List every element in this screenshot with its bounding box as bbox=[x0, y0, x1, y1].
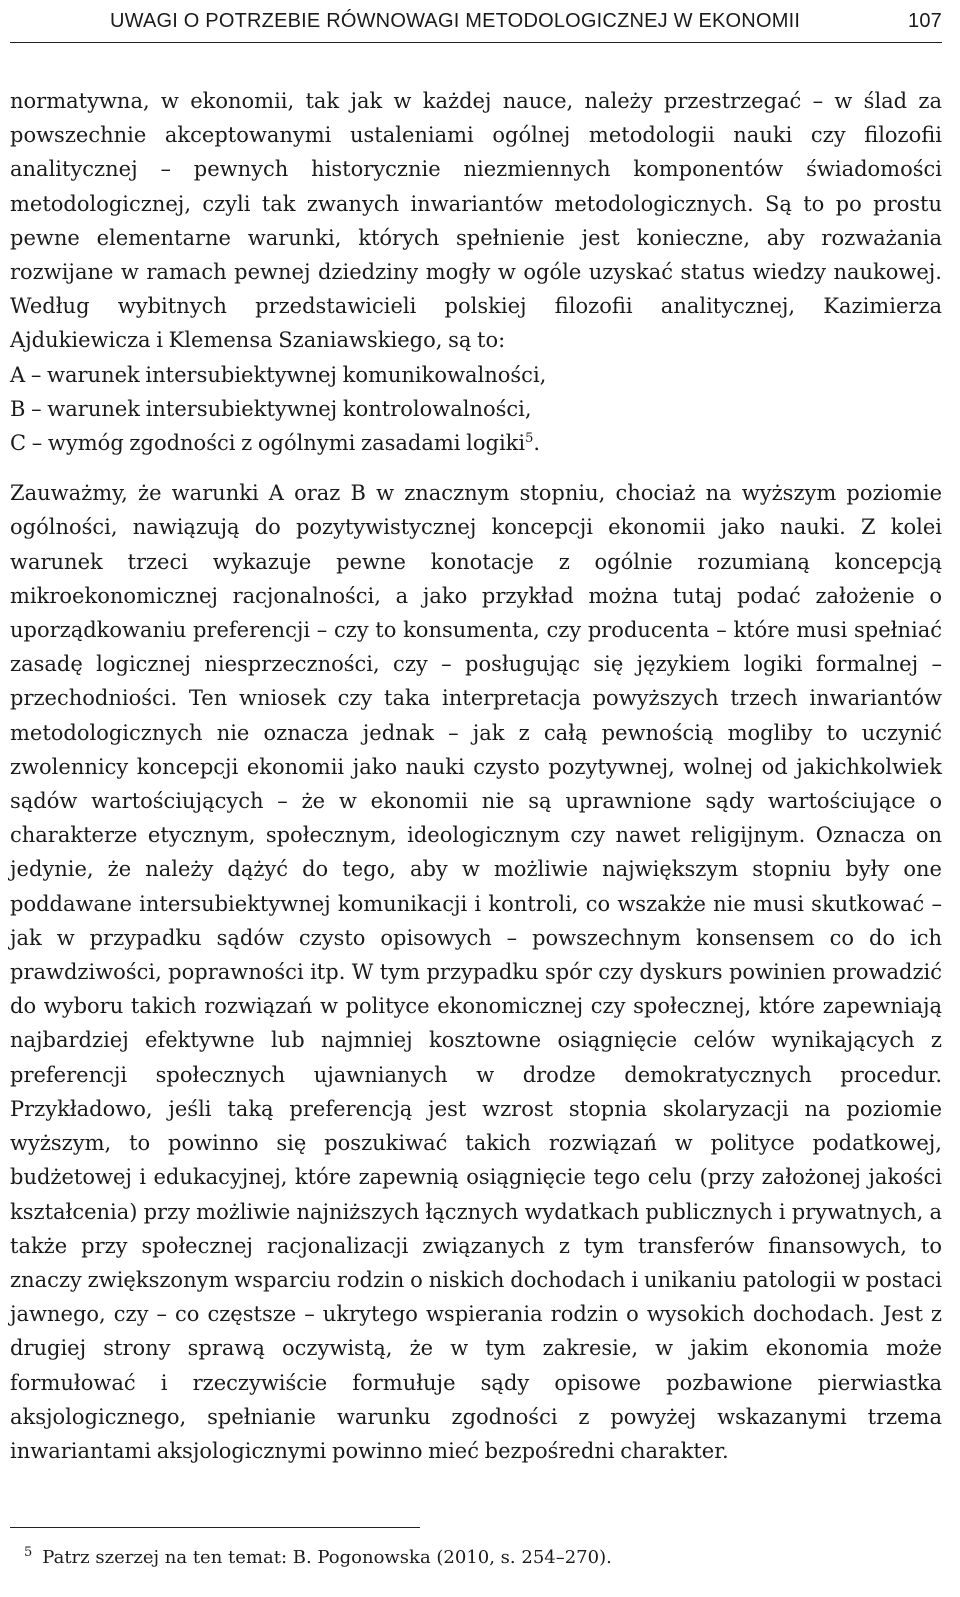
footnote-marker: 5 bbox=[24, 1545, 33, 1560]
paragraph-2: Zauważmy, że warunki A oraz B w znacznym stopniu, chociaż na wyższym poziomie ogólności, nawiązują do pozytywistycznej koncepcji ekonomii jako nauki. Z kolei warunek trzeci wykazuje pewne konotacje z ogólnie rozumianą koncepcją mikroekonomicznej racjonalności, a jako przykład można tutaj podać założenie o uporządkowaniu preferencji – czy to konsumenta, czy producenta – które musi spełniać zasadę logicznej niesprzeczności, czy – posługując się językiem logiki formalnej – przechodniości. Ten wniosek czy taka interpretacja powyższych trzech inwariantów metodologicznych nie oznacza jednak – jak z całą pewnością mogliby to uczynić zwolennicy koncepcji ekonomii jako nauki czysto pozytywnej, wolnej od jakichkolwiek sądów wartościujących – że w ekonomii nie są uprawnione sądy wartościujące o charakterze etycznym, społecznym, ideologicznym czy nawet religijnym. Oznacza on jedynie, że należy dążyć do tego, aby w możliwie największym stopniu były one poddawane intersubiektywnej komunikacji i kontroli, co wszakże nie musi skutkować – jak w przypadku sądów czysto opisowych – powszechnym konsensem co do ich prawdziwości, poprawności itp. W tym przypadku spór czy dyskurs powinien prowadzić do wyboru takich rozwiązań w polityce ekonomicznej czy społecznej, które zapewniają najbardziej efektywne lub najmniej kosztowne osiągnięcie celów wynikających z preferencji społecznych ujawnianych w drodze demokratycznych procedur. Przykładowo, jeśli taką preferencją jest wzrost stopnia skolaryzacji na poziomie wyższym, to powinno się poszukiwać takich rozwiązań w polityce podatkowej, budżetowej i edukacyjnej, które zapewnią osiągnięcie tego celu (przy założonej jakości kształcenia) przy możliwie najniższych łącznych wydatkach publicznych i prywatnych, a także przy społecznej racjonalizacji związanych z tym transferów finansowych, to znaczy zwiększonym wsparciu rodzin o niskich dochodach i unikaniu patologii w postaci jawnego, czy – co częstsze – ukrytego wspierania rodzin o wysokich dochodach. Jest z drugiej strony sprawą oczywistą, że w tym zakresie, w jakim ekonomia może formułować i rzeczywiście formułuje sądy opisowe pozbawione pierwiastka aksjologicznego, spełnianie warunku zgodności z powyżej wskazanymi trzema inwariantami aksjologicznymi powinno mieć bezpośredni charakter. bbox=[10, 481, 942, 1463]
running-header-title: UWAGI O POTRZEBIE RÓWNOWAGI METODOLOGICZNEJ W EKONOMII bbox=[110, 9, 801, 32]
invariants-list bbox=[10, 358, 942, 461]
running-header bbox=[10, 0, 942, 43]
list-item-c-text: C – wymóg zgodności z ogólnymi zasadami logiki bbox=[10, 431, 526, 456]
list-item-b: B – warunek intersubiektywnej kontrolowalności, bbox=[10, 396, 532, 421]
footnote-text: Patrz szerzej na ten temat: B. Pogonowska (2010, s. 254–270). bbox=[42, 1547, 612, 1568]
paragraph-1: normatywna, w ekonomii, tak jak w każdej nauce, należy przestrzegać – w ślad za powszechnie akceptowanymi ustaleniami ogólnej metodologii nauki czy filozofii analitycznej – pewnych historycznie niezmiennych komponentów świadomości metodologicznej, czyli tak zwanych inwariantów metodologicznych. Są to po prostu pewne elementarne warunki, których spełnienie jest konieczne, aby rozważania rozwijane w ramach pewnej dziedziny mogły w ogóle uzyskać status wiedzy naukowej. Według wybitnych przedstawicieli polskiej filozofii analitycznej, Kazimierza Ajdukiewicza i Klemensa Szaniawskiego, są to: bbox=[10, 89, 942, 353]
list-item-c bbox=[10, 426, 942, 460]
list-item-a: A – warunek intersubiektywnej komunikowalności, bbox=[10, 362, 547, 387]
footnote-ref-5[interactable]: 5 bbox=[525, 431, 534, 447]
footnote-divider bbox=[10, 1527, 420, 1528]
list-item-c-end: . bbox=[533, 431, 541, 456]
page-number: 107 bbox=[908, 9, 942, 32]
footnote bbox=[24, 1545, 942, 1571]
main-text bbox=[10, 84, 942, 1468]
